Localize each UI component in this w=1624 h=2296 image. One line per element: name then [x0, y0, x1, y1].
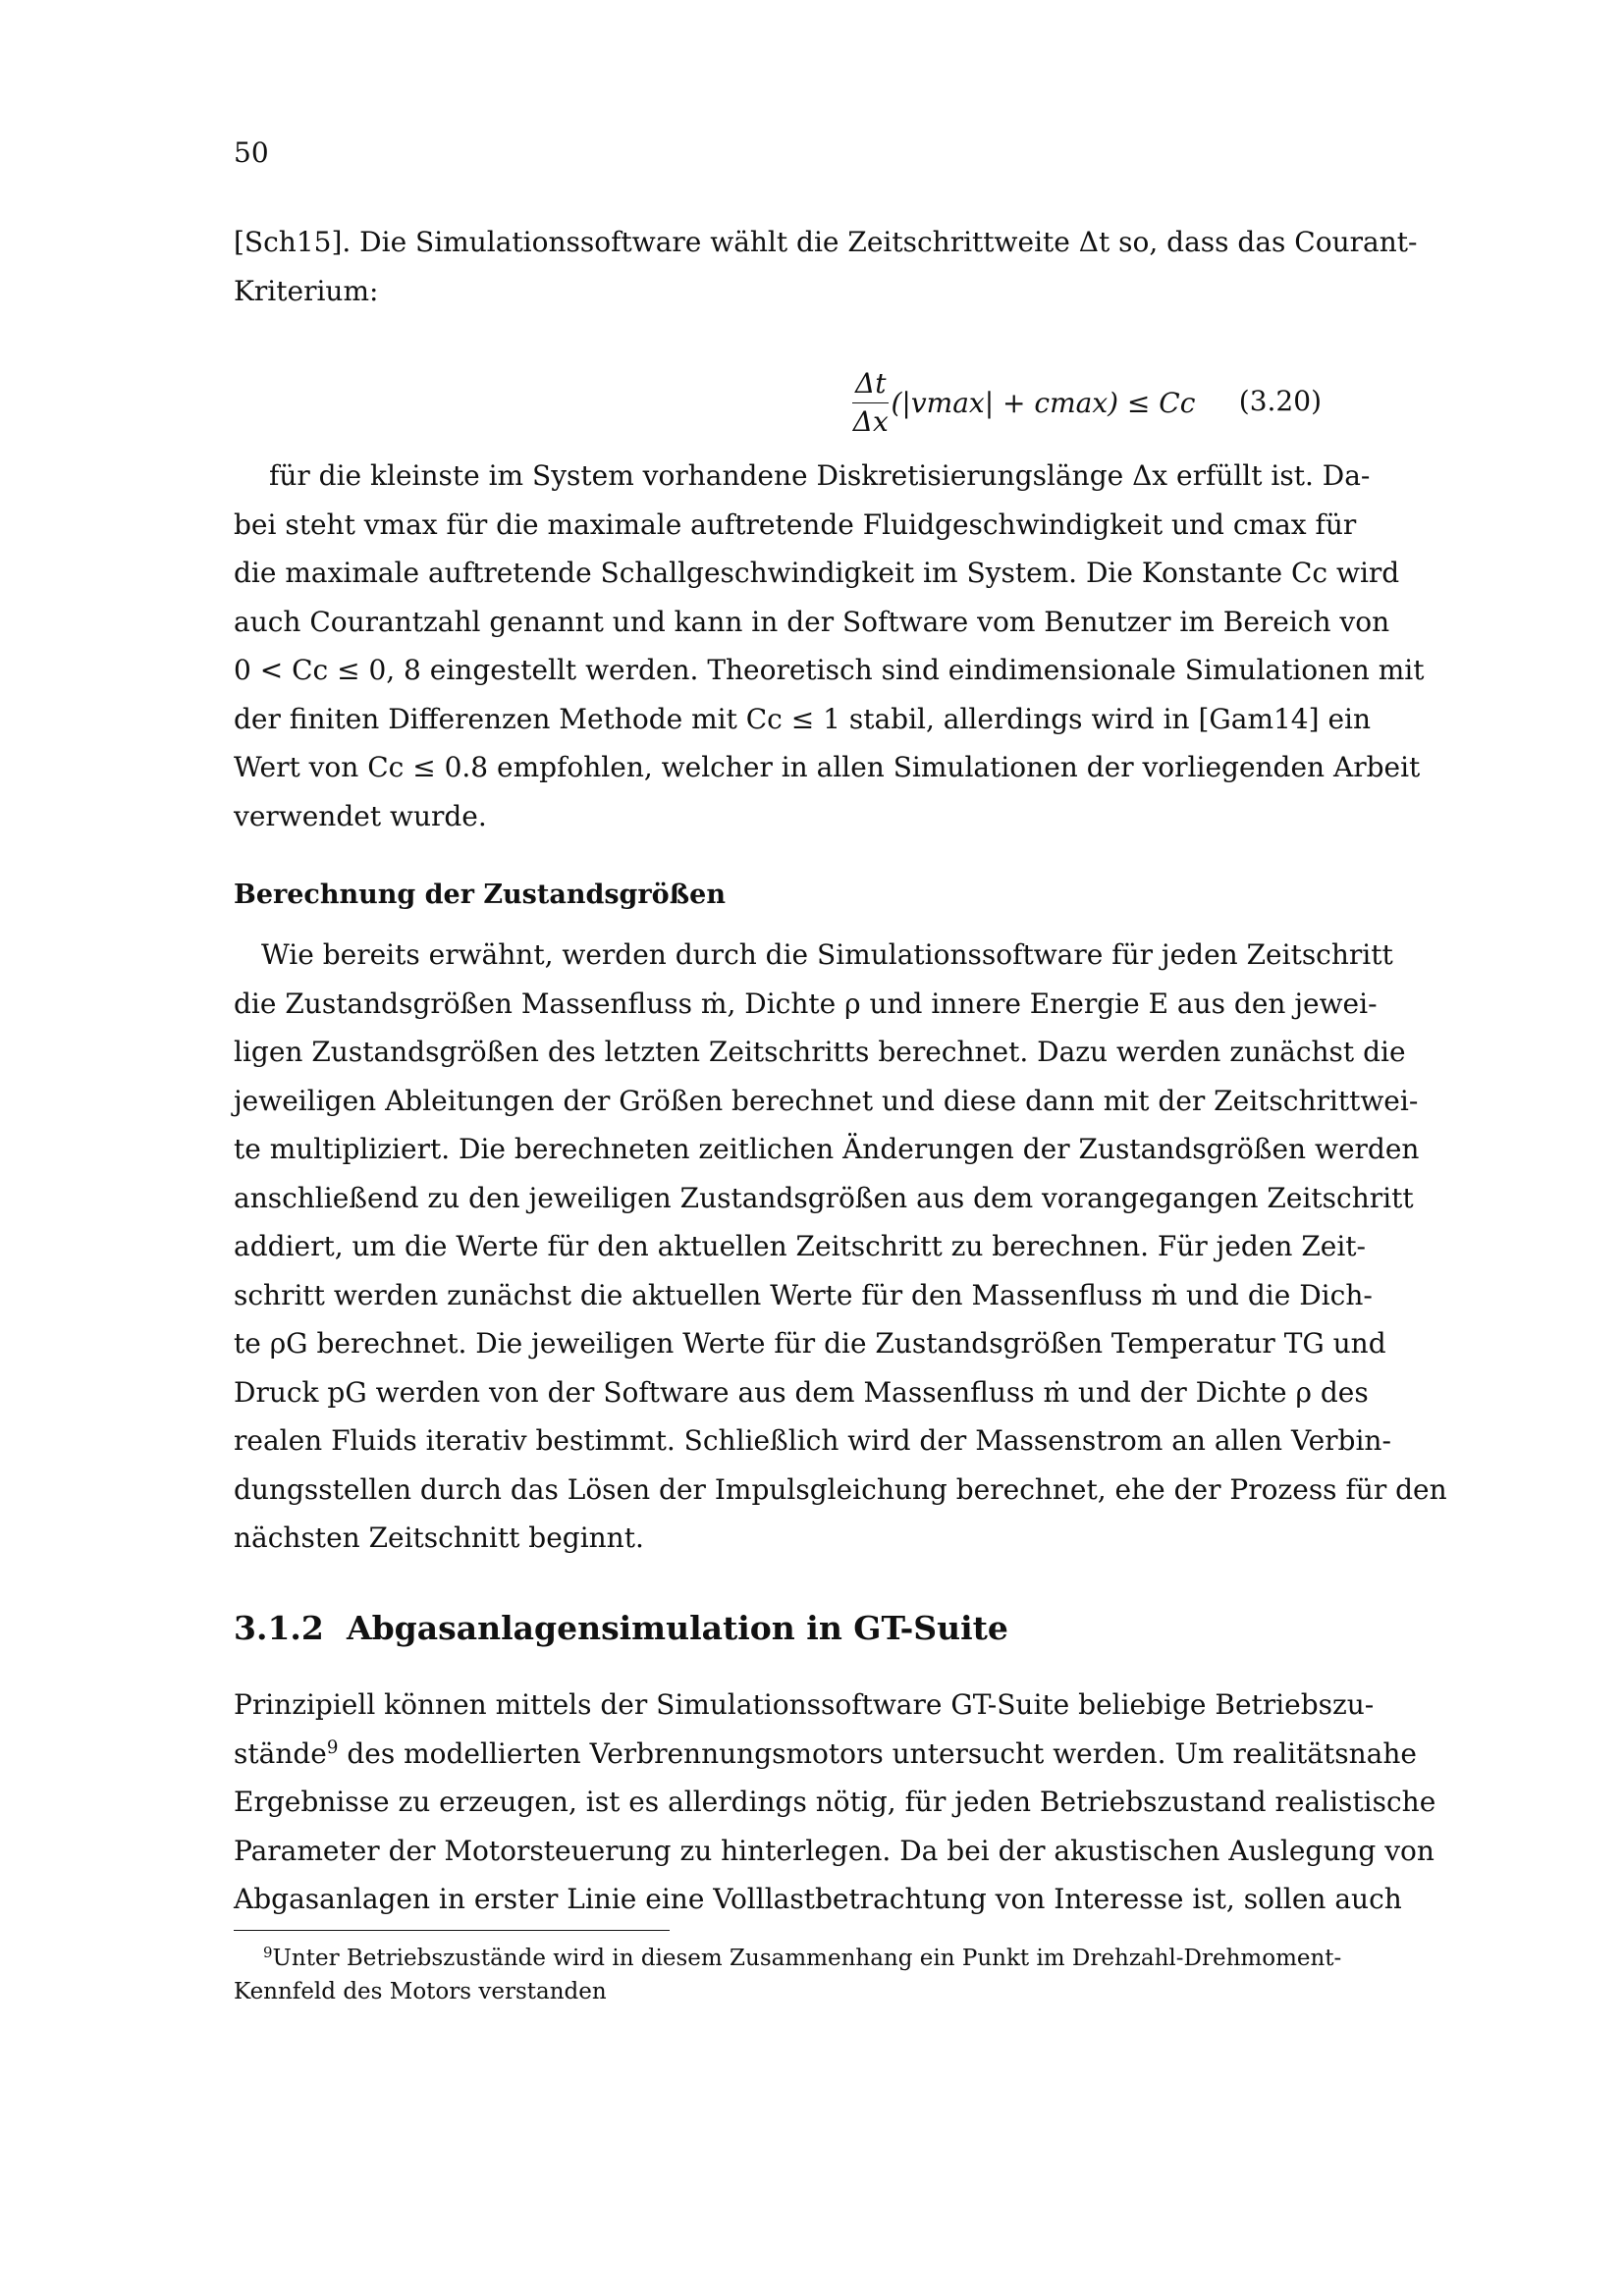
footnote — [234, 1942, 1342, 2008]
text-line: auch Courantzahl genannt und kann in der Software vom Benutzer im Bereich von — [234, 605, 1390, 638]
equation-number: (3.20) — [1238, 385, 1322, 417]
text-line: addiert, um die Werte für den aktuellen Zeitschritt zu berechnen. Für jeden Zeit- — [234, 1230, 1367, 1262]
text-line: verwendet wurde. — [234, 799, 487, 832]
text-line: ligen Zustandsgrößen des letzten Zeitschritts berechnet. Dazu werden zunächst die — [234, 1036, 1406, 1068]
page-number: 50 — [234, 136, 269, 169]
text-line: [Sch15]. Die Simulationssoftware wählt die Zeitschrittweite Δt so, dass das Courant- — [234, 226, 1418, 258]
text-line: anschließend zu den jeweiligen Zustandsgrößen aus dem vorangegangen Zeitschritt — [234, 1181, 1414, 1214]
paragraph-gt-suite — [234, 1681, 1436, 1924]
footnote-number: 9 — [263, 1943, 273, 1961]
text-line: Abgasanlagen in erster Linie eine Volllastbetrachtung von Interesse ist, sollen auch — [234, 1883, 1402, 1915]
text-line: jeweiligen Ableitungen der Größen berechnet und diese dann mit der Zeitschrittwei- — [234, 1084, 1419, 1117]
text-line: die maximale auftretende Schallgeschwindigkeit im System. Die Konstante Cc wird — [234, 557, 1400, 589]
intro-paragraph — [234, 218, 1418, 315]
text-line: Wert von Cc ≤ 0.8 empfohlen, welcher in allen Simulationen der vorliegenden Arbeit — [234, 751, 1421, 783]
text-line: der finiten Differenzen Methode mit Cc ≤ 1 stabil, allerdings wird in [Gam14] ein — [234, 702, 1372, 735]
footnote-line — [234, 1942, 1342, 1975]
text-line: bei steht vmax für die maximale auftretende Fluidgeschwindigkeit und cmax für — [234, 507, 1357, 541]
footnote-divider — [234, 1930, 670, 1931]
text-line: Wie bereits erwähnt, werden durch die Simulationssoftware für jeden Zeitschritt — [261, 938, 1393, 971]
text-line: te multipliziert. Die berechneten zeitlichen Änderungen der Zustandsgrößen werden — [234, 1133, 1420, 1165]
text-line: realen Fluids iterativ bestimmt. Schließlich wird der Massenstrom an allen Verbin- — [234, 1424, 1391, 1457]
text-line: schritt werden zunächst die aktuellen Werte für den Massenfluss ṁ und die Dich- — [234, 1278, 1373, 1311]
text-line: dungsstellen durch das Lösen der Impulsgleichung berechnet, ehe der Prozess für den — [234, 1472, 1447, 1506]
text-fragment: stände — [234, 1736, 327, 1770]
subsection-title: Berechnung der Zustandsgrößen — [234, 880, 726, 910]
fraction-denominator: Δx — [852, 404, 889, 438]
equation-3-20 — [234, 363, 1322, 442]
text-fragment: des modellierten Verbrennungsmotors untersucht werden. Um realitätsnahe — [347, 1736, 1417, 1770]
equation-body — [852, 363, 1195, 442]
footnote-line: Kennfeld des Motors verstanden — [234, 1979, 607, 2004]
paragraph-courant — [234, 452, 1425, 840]
footnote-text: Unter Betriebszustände wird in diesem Zusammenhang ein Punkt im Drehzahl-Drehmoment- — [272, 1946, 1342, 1971]
text-line: te ρG berechnet. Die jeweiligen Werte für die Zustandsgrößen Temperatur TG und — [234, 1327, 1386, 1360]
text-line: für die kleinste im System vorhandene Diskretisierungslänge Δx erfüllt ist. Da- — [269, 459, 1371, 492]
text-line: die Zustandsgrößen Massenfluss ṁ, Dichte ρ und innere Energie E aus den jewei- — [234, 987, 1378, 1020]
text-line: Ergebnisse zu erzeugen, ist es allerdings nötig, für jeden Betriebszustand realistische — [234, 1786, 1436, 1818]
text-line: Kriterium: — [234, 274, 379, 307]
section-heading — [234, 1609, 1008, 1647]
paragraph-state-variables — [234, 931, 1447, 1563]
text-line: Prinzipiell können mittels der Simulationssoftware GT-Suite beliebige Betriebszu- — [234, 1688, 1375, 1721]
footnote-marker[interactable]: 9 — [326, 1736, 339, 1758]
text-line: Druck pG werden von der Software aus dem Massenfluss ṁ und der Dichte ρ des — [234, 1375, 1369, 1409]
section-title: Abgasanlagensimulation in GT-Suite — [347, 1609, 1008, 1647]
text-line: nächsten Zeitschnitt beginnt. — [234, 1522, 644, 1554]
text-line: 0 < Cc ≤ 0, 8 eingestellt werden. Theoretisch sind eindimensionale Simulationen mit — [234, 654, 1425, 686]
section-number: 3.1.2 — [234, 1609, 324, 1647]
text-line: Parameter der Motorsteuerung zu hinterlegen. Da bei der akustischen Auslegung von — [234, 1834, 1435, 1867]
equation-fraction — [852, 367, 889, 439]
equation-expression: (|vmax| + cmax) ≤ Cc — [891, 386, 1196, 419]
fraction-numerator: Δt — [852, 367, 889, 403]
text-line — [234, 1730, 1417, 1779]
